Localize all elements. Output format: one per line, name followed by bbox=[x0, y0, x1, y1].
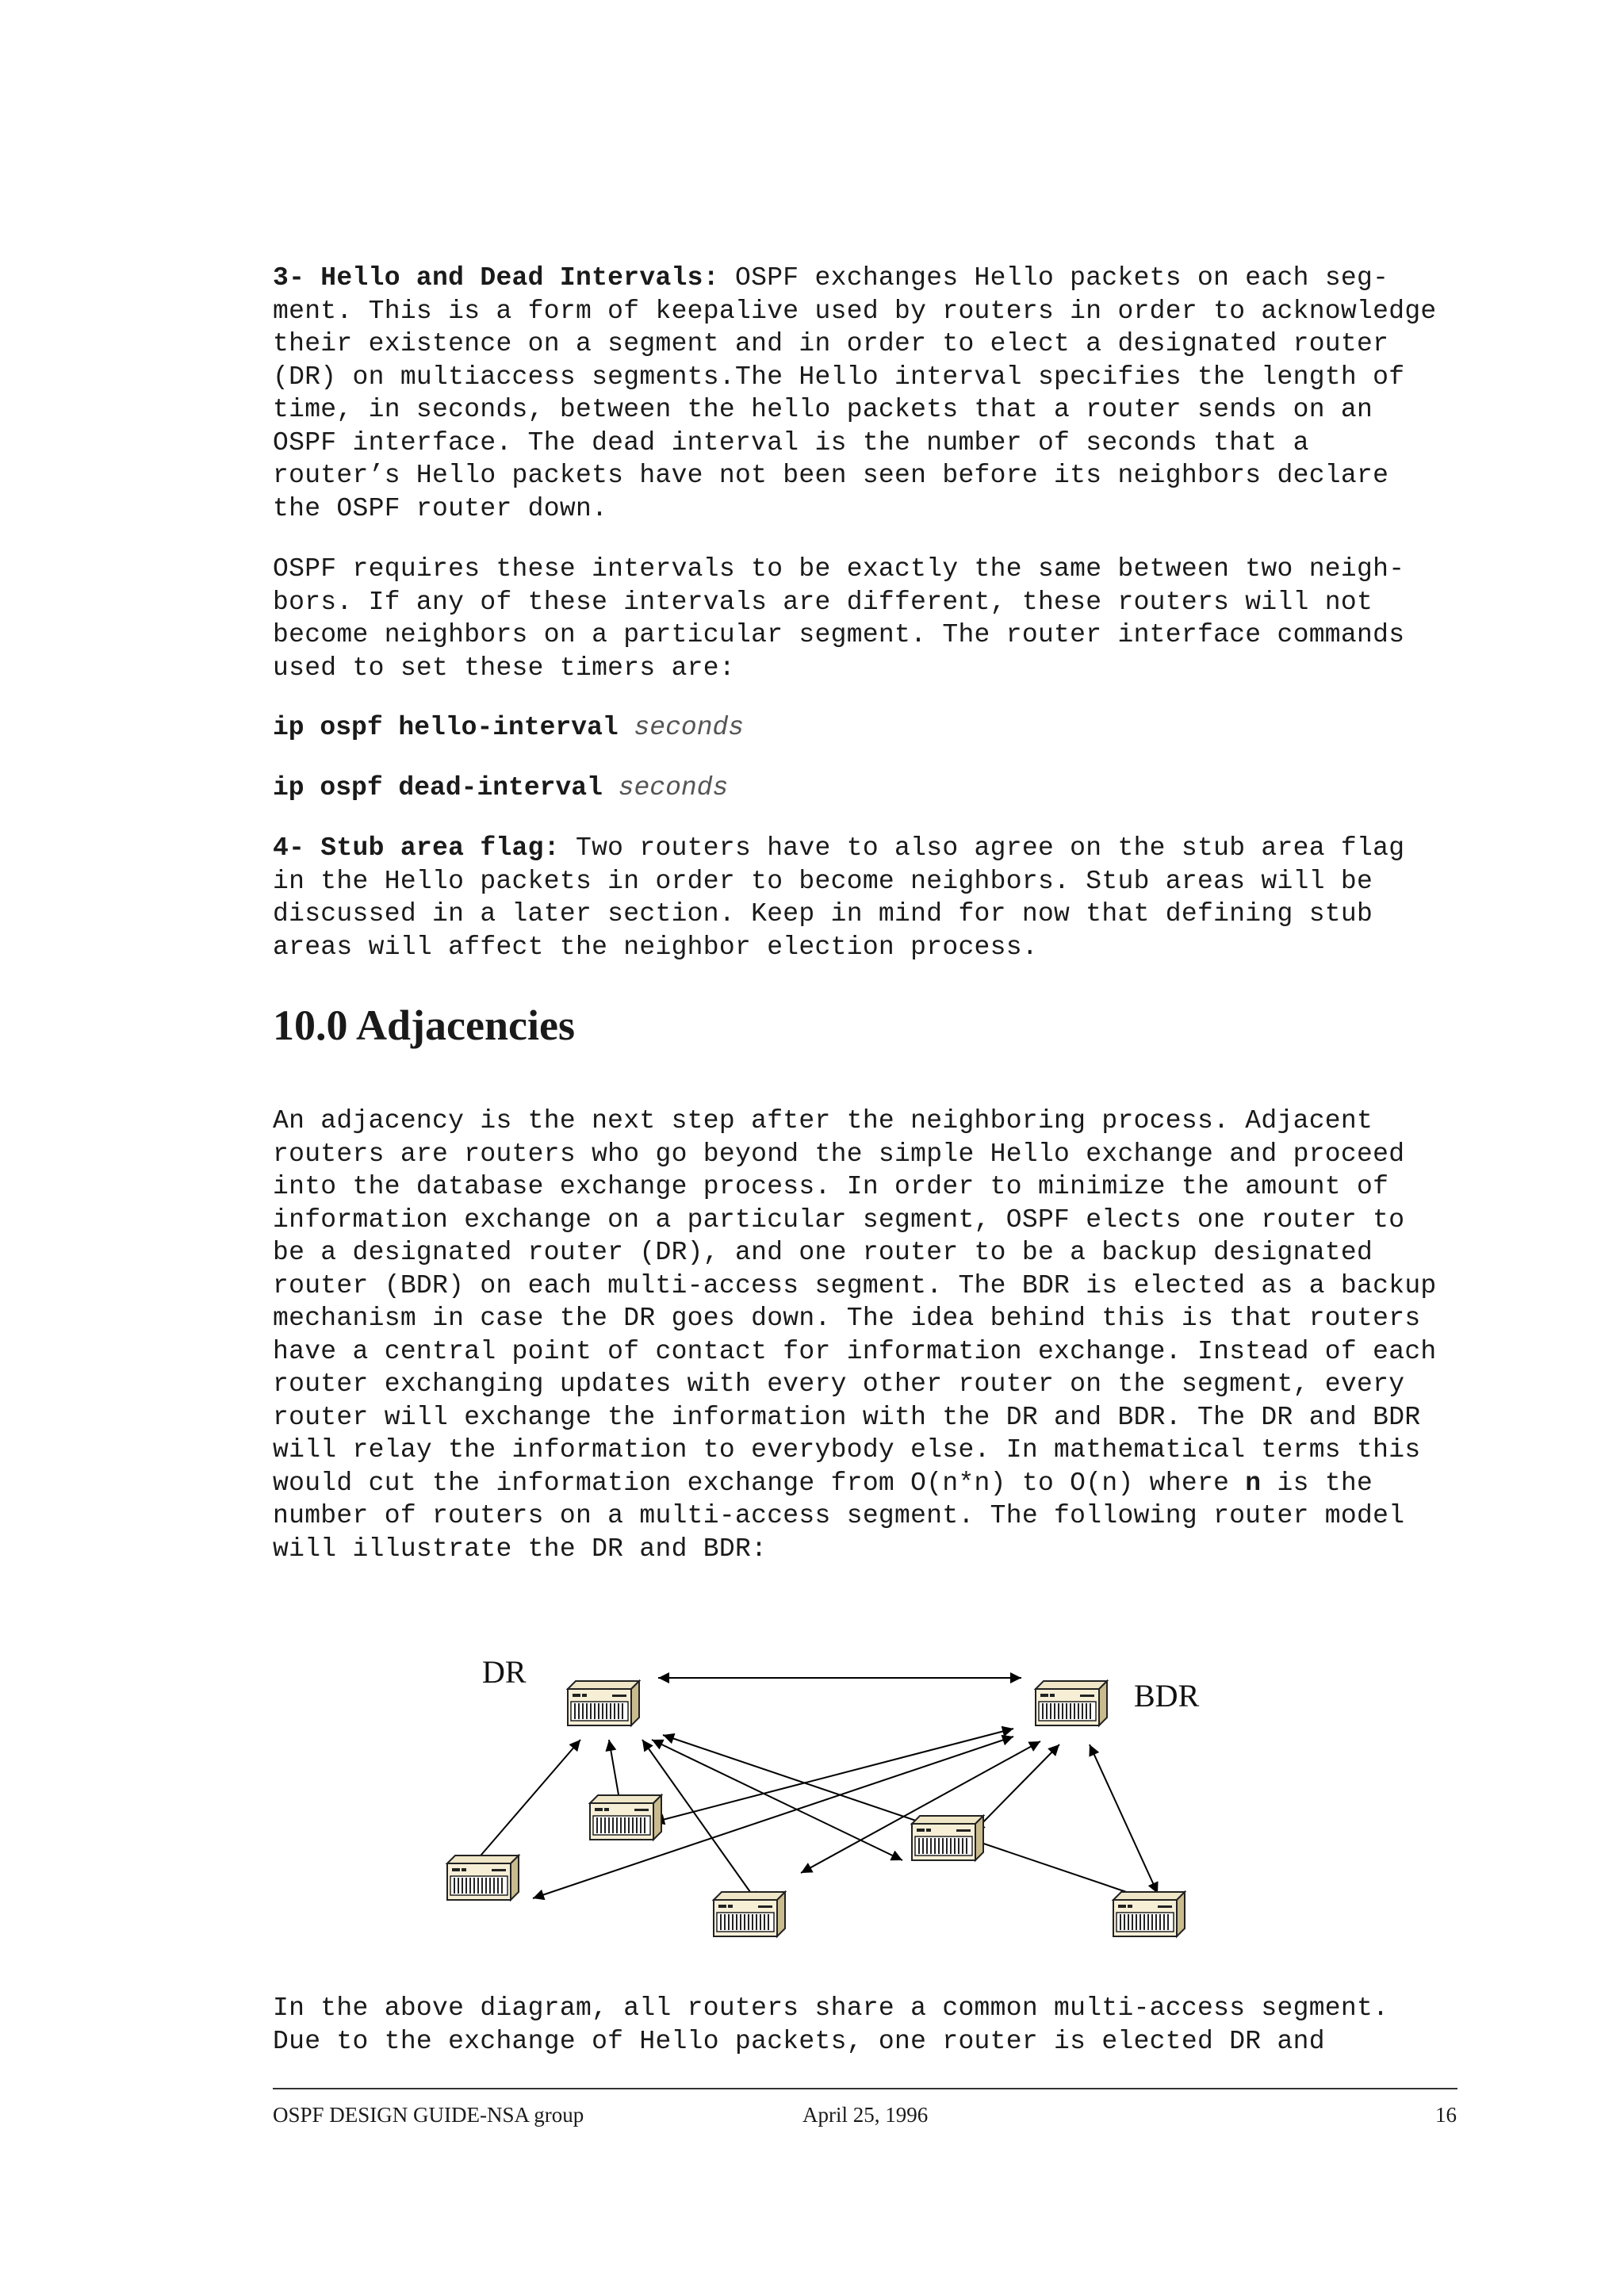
para-line: In the above diagram, all routers share a common multi-access segment. bbox=[273, 1993, 1389, 2023]
link-bdr-router5 bbox=[1090, 1744, 1158, 1894]
router-icon bbox=[714, 1892, 785, 1936]
router-icon bbox=[1113, 1892, 1185, 1936]
footer-date: April 25, 1996 bbox=[802, 2103, 929, 2127]
dr-bdr-diagram bbox=[428, 1618, 1221, 1967]
para-line: An adjacency is the next step after the neighboring process. Adjacent bbox=[273, 1106, 1373, 1136]
page-number: 16 bbox=[1435, 2103, 1457, 2127]
para-line: areas will affect the neighbor election process. bbox=[273, 932, 1038, 962]
stub-area-flag-paragraph bbox=[273, 832, 1404, 963]
para-line: Due to the exchange of Hello packets, one router is elected DR and bbox=[273, 2026, 1325, 2056]
router-icon bbox=[590, 1795, 661, 1840]
command-argument: seconds bbox=[618, 773, 729, 802]
footer-rule bbox=[273, 2088, 1457, 2089]
hello-interval-command bbox=[273, 711, 744, 745]
para-line: become neighbors on a particular segment. The router interface commands bbox=[273, 620, 1405, 649]
para-line: their existence on a segment and in order to elect a designated router bbox=[273, 329, 1389, 358]
adjacency-paragraph bbox=[273, 1105, 1437, 1565]
router-icon bbox=[912, 1816, 983, 1860]
para-line: router exchanging updates with every other router on the segment, every bbox=[273, 1369, 1405, 1399]
para-line: (DR) on multiaccess segments.The Hello interval specifies the length of bbox=[273, 362, 1405, 392]
para-line: be a designated router (DR), and one router to be a backup designated bbox=[273, 1238, 1373, 1267]
dead-interval-command bbox=[273, 772, 728, 805]
para-line: Two routers have to also agree on the stub area flag bbox=[559, 833, 1405, 863]
para-line: will relay the information to everybody else. In mathematical terms this bbox=[273, 1435, 1421, 1465]
para-line: have a central point of contact for information exchange. Instead of each bbox=[273, 1336, 1437, 1366]
hello-dead-heading: 3- Hello and Dead Intervals: bbox=[273, 263, 719, 293]
link-bdr-router2 bbox=[653, 1729, 1013, 1822]
para-line: is the bbox=[1261, 1468, 1373, 1498]
hello-dead-intervals-paragraph bbox=[273, 262, 1437, 525]
para-line: ment. This is a form of keepalive used by routers in order to acknowledge bbox=[273, 296, 1437, 326]
link-dr-router4 bbox=[652, 1740, 902, 1860]
para-line: information exchange on a particular segment, OSPF elects one router to bbox=[273, 1204, 1405, 1235]
para-line: router (BDR) on each multi-access segment. The BDR is elected as a backup bbox=[273, 1270, 1437, 1300]
para-line: in the Hello packets in order to become neighbors. Stub areas will be bbox=[273, 866, 1373, 896]
variable-n: n bbox=[1245, 1468, 1262, 1498]
para-line: time, in seconds, between the hello packets that a router sends on an bbox=[273, 395, 1373, 424]
stub-area-heading: 4- Stub area flag: bbox=[273, 833, 560, 863]
para-line: into the database exchange process. In order to minimize the amount of bbox=[273, 1172, 1389, 1201]
closing-paragraph bbox=[273, 1992, 1388, 2058]
command-keyword: ip ospf hello-interval bbox=[273, 713, 619, 742]
link-dr-router5 bbox=[663, 1735, 1155, 1901]
para-line: router’s Hello packets have not been seen before its neighbors declare bbox=[273, 461, 1389, 490]
router-icon bbox=[447, 1855, 519, 1900]
router-icon-bdr bbox=[1036, 1681, 1107, 1725]
para-line: bors. If any of these intervals are different, these routers will not bbox=[273, 587, 1373, 617]
para-line: number of routers on a multi-access segment. The following router model bbox=[273, 1501, 1405, 1530]
para-line: will illustrate the DR and BDR: bbox=[273, 1534, 768, 1564]
router-icon-dr bbox=[568, 1681, 639, 1725]
para-line: OSPF exchanges Hello packets on each seg- bbox=[718, 263, 1389, 293]
dr-label: DR bbox=[482, 1654, 527, 1690]
bdr-label: BDR bbox=[1134, 1678, 1200, 1714]
para-line: the OSPF router down. bbox=[273, 493, 608, 523]
footer-left: OSPF DESIGN GUIDE-NSA group bbox=[273, 2103, 584, 2127]
intervals-paragraph bbox=[273, 553, 1404, 684]
section-title: 10.0 Adjacencies bbox=[273, 1001, 575, 1049]
para-line: mechanism in case the DR goes down. The idea behind this is that routers bbox=[273, 1304, 1421, 1333]
link-bdr-router4 bbox=[974, 1744, 1059, 1832]
para-line: used to set these timers are: bbox=[273, 653, 735, 683]
para-line: routers are routers who go beyond the simple Hello exchange and proceed bbox=[273, 1139, 1405, 1169]
command-keyword: ip ospf dead-interval bbox=[273, 773, 603, 802]
command-argument: seconds bbox=[634, 713, 745, 742]
para-line: discussed in a later section. Keep in mind for now that defining stub bbox=[273, 899, 1373, 929]
para-line: would cut the information exchange from O(n*n) to O(n) where bbox=[273, 1468, 1246, 1498]
para-line: router will exchange the information with the DR and BDR. The DR and BDR bbox=[273, 1402, 1421, 1432]
para-line: OSPF requires these intervals to be exactly the same between two neigh- bbox=[273, 554, 1405, 584]
para-line: OSPF interface. The dead interval is the number of seconds that a bbox=[273, 427, 1309, 458]
